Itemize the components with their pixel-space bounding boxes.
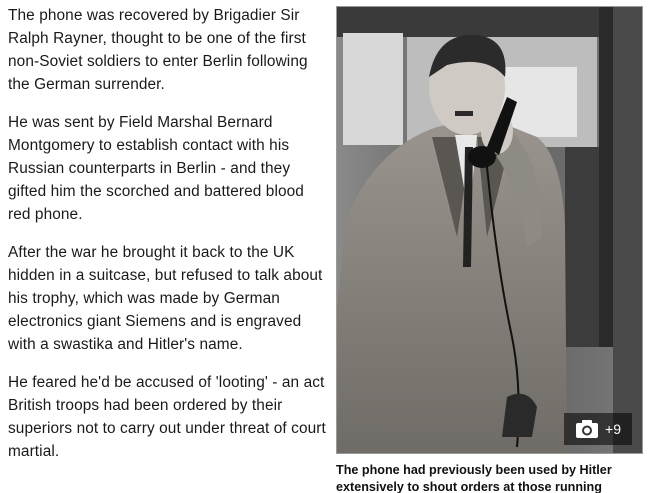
- photo-illustration: [337, 7, 643, 454]
- article-body: [8, 4, 328, 478]
- article-paragraph: He feared he'd be accused of 'looting' - an act British troops had been ordered by their superiors not to carry out under threat of court martial.: [8, 374, 326, 460]
- photo-caption: The phone had previously been used by Hitler extensively to shout orders at those running: [336, 463, 612, 493]
- article-photo[interactable]: [336, 6, 643, 454]
- article-paragraph: After the war he brought it back to the UK hidden in a suitcase, but refused to talk about his trophy, which was made by German electronics giant Siemens and is engraved with a swastika and Hitler's name.: [8, 244, 323, 353]
- article-paragraph: He was sent by Field Marshal Bernard Montgomery to establish contact with his Russian counterparts in Berlin - and they gifted him the scorched and battered blood red phone.: [8, 114, 304, 223]
- gallery-count: +9: [605, 421, 621, 437]
- gallery-badge[interactable]: [564, 413, 632, 445]
- camera-icon: [575, 419, 599, 439]
- article-paragraph: The phone was recovered by Brigadier Sir Ralph Rayner, thought to be one of the first non-Soviet soldiers to enter Berlin following the German surrender.: [8, 7, 308, 93]
